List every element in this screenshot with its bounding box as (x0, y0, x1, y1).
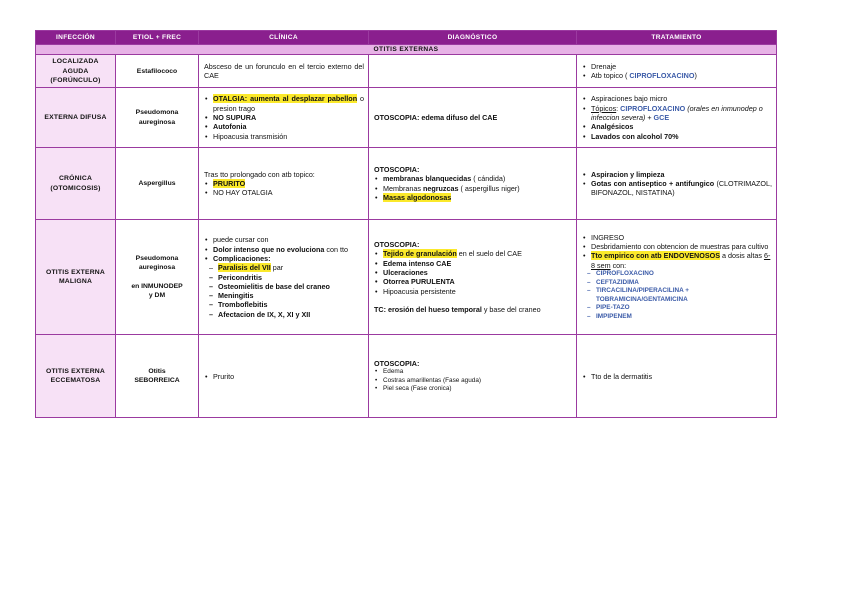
list-item: • Atb topico ( CIPROFLOXACINO) (591, 71, 772, 80)
diagnostico-cell: OTOSCOPIA: edema difuso del CAE (369, 88, 577, 148)
table-row (36, 55, 777, 88)
clinica-cell (199, 88, 369, 148)
tratamiento-cell (577, 220, 777, 335)
list-item: • Dolor intenso que no evoluciona con tto (213, 245, 364, 254)
list-item: • OTALGIA: aumenta al desplazar pabellon o presion trago (213, 94, 364, 113)
list-item: • Analgésicos (591, 122, 772, 131)
header-clinica: CLÍNICA (199, 31, 369, 45)
list-item: – Paralisis del VII par (218, 263, 364, 272)
tratamiento-cell (577, 55, 777, 88)
list-item: – Afectacion de IX, X, XI y XII (218, 310, 364, 319)
list-item: – Meningitis (218, 291, 364, 300)
list-item: • Tópicos: CIPROFLOXACINO (orales en inmunodep o infeccion severa) + GCE (591, 104, 772, 123)
diagnostico-cell (369, 55, 577, 88)
infeccion-cell: OTITIS EXTERNA ECCEMATOSA (36, 335, 116, 418)
infeccion-cell: OTITIS EXTERNA MALIGNA (36, 220, 116, 335)
list-item: • Desbridamiento con obtencion de muestras para cultivo (591, 242, 772, 251)
list-item: • Masas algodonosas (383, 193, 572, 202)
list-item: • Autofonia (213, 122, 364, 131)
list-item: – Pericondritis (218, 273, 364, 282)
list-item: • Costras amarillentas (Fase aguda) (383, 377, 572, 386)
diagnostico-cell: OTOSCOPIA: • membranas blanquecidas ( cándida) • Membranas negruzcas ( aspergillus niger) • Masas algodonosas (369, 148, 577, 220)
otitis-table (35, 30, 777, 418)
clinica-cell: Absceso de un forunculo en el tercio externo del CAE (199, 55, 369, 88)
list-item: – CEFTAZIDIMA (596, 279, 772, 288)
header-infeccion: INFECCIÓN (36, 31, 116, 45)
list-item: • NO HAY OTALGIA (213, 188, 364, 197)
clinica-cell (199, 220, 369, 335)
list-item: – CIPROFLOXACINO (596, 270, 772, 279)
list-item: • Complicaciones: (213, 254, 364, 263)
etiol-cell: Pseudomona aureginosa en INMUNODEP y DM (116, 220, 199, 335)
etiol-cell: Aspergillus (116, 148, 199, 220)
list-item: • Drenaje (591, 62, 772, 71)
clinica-cell (199, 335, 369, 418)
list-item: • Edema (383, 368, 572, 377)
list-item: • Hipoacusia persistente (383, 287, 572, 296)
header-etiol: ETIOL + FREC (116, 31, 199, 45)
list-item: • Membranas negruzcas ( aspergillus niger) (383, 184, 572, 193)
list-item: • Tto empirico con atb ENDOVENOSOS a dosis altas 6-8 sem con: (591, 251, 772, 270)
infeccion-cell: EXTERNA DIFUSA (36, 88, 116, 148)
list-item: • Prurito (213, 372, 364, 381)
tratamiento-cell (577, 148, 777, 220)
etiol-cell: Pseudomona aureginosa (116, 88, 199, 148)
list-item: – IMPIPENEM (596, 313, 772, 322)
list-item: – PIPE-TAZO (596, 304, 772, 313)
table-row (36, 88, 777, 148)
diagnostico-cell: OTOSCOPIA: • Tejido de granulación en el suelo del CAE • Edema intenso CAE • Ulceraciones • Otorrea PURULENTA • Hipoacusia persistente TC: erosión del hueso temporal y base del craneo (369, 220, 577, 335)
infeccion-cell (36, 55, 116, 88)
list-item: • Lavados con alcohol 70% (591, 132, 772, 141)
list-item: • INGRESO (591, 233, 772, 242)
list-item: • Edema intenso CAE (383, 259, 572, 268)
table-row (36, 148, 777, 220)
etiol-cell: Otitis SEBORREICA (116, 335, 199, 418)
header-diagnostico: DIAGNÓSTICO (369, 31, 577, 45)
header-tratamiento: TRATAMIENTO (577, 31, 777, 45)
list-item: • Ulceraciones (383, 268, 572, 277)
list-item: • Aspiraciones bajo micro (591, 94, 772, 103)
list-item: • Otorrea PURULENTA (383, 277, 572, 286)
list-item: – Osteomielitis de base del craneo (218, 282, 364, 291)
section-row (36, 45, 777, 55)
table-row (36, 220, 777, 335)
clinica-cell: Tras tto prolongado con atb topico: • PRURITO • NO HAY OTALGIA (199, 148, 369, 220)
list-item: • Aspiracion y limpieza (591, 170, 772, 179)
list-item: • Tejido de granulación en el suelo del CAE (383, 249, 572, 258)
list-item: • NO SUPURA (213, 113, 364, 122)
etiol-cell: Estafilococo (116, 55, 199, 88)
table-row (36, 335, 777, 418)
list-item: • puede cursar con (213, 235, 364, 244)
list-item: – Tromboflebitis (218, 300, 364, 309)
header-row (36, 31, 777, 45)
section-title: OTITIS EXTERNAS (36, 45, 777, 55)
list-item: • PRURITO (213, 179, 364, 188)
list-item: • Hipoacusia transmisión (213, 132, 364, 141)
infeccion-sublabel: (FORÚNCULO) (50, 76, 101, 84)
tratamiento-cell (577, 88, 777, 148)
diagnostico-cell: OTOSCOPIA: • Edema • Costras amarillentas (Fase aguda) • Piel seca (Fase cronica) (369, 335, 577, 418)
list-item: • Piel seca (Fase cronica) (383, 385, 572, 394)
list-item: • membranas blanquecidas ( cándida) (383, 174, 572, 183)
tratamiento-cell (577, 335, 777, 418)
infeccion-cell: CRÓNICA (OTOMICOSIS) (36, 148, 116, 220)
list-item: • Tto de la dermatitis (591, 372, 772, 381)
list-item: – TIRCACILINA/PIPERACILINA + TOBRAMICINA/GENTAMICINA (596, 287, 772, 304)
infeccion-label: LOCALIZADA AGUDA (52, 58, 99, 75)
list-item: • Gotas con antiseptico + antifungico (CLOTRIMAZOL, BIFONAZOL, NISTATINA) (591, 179, 772, 198)
